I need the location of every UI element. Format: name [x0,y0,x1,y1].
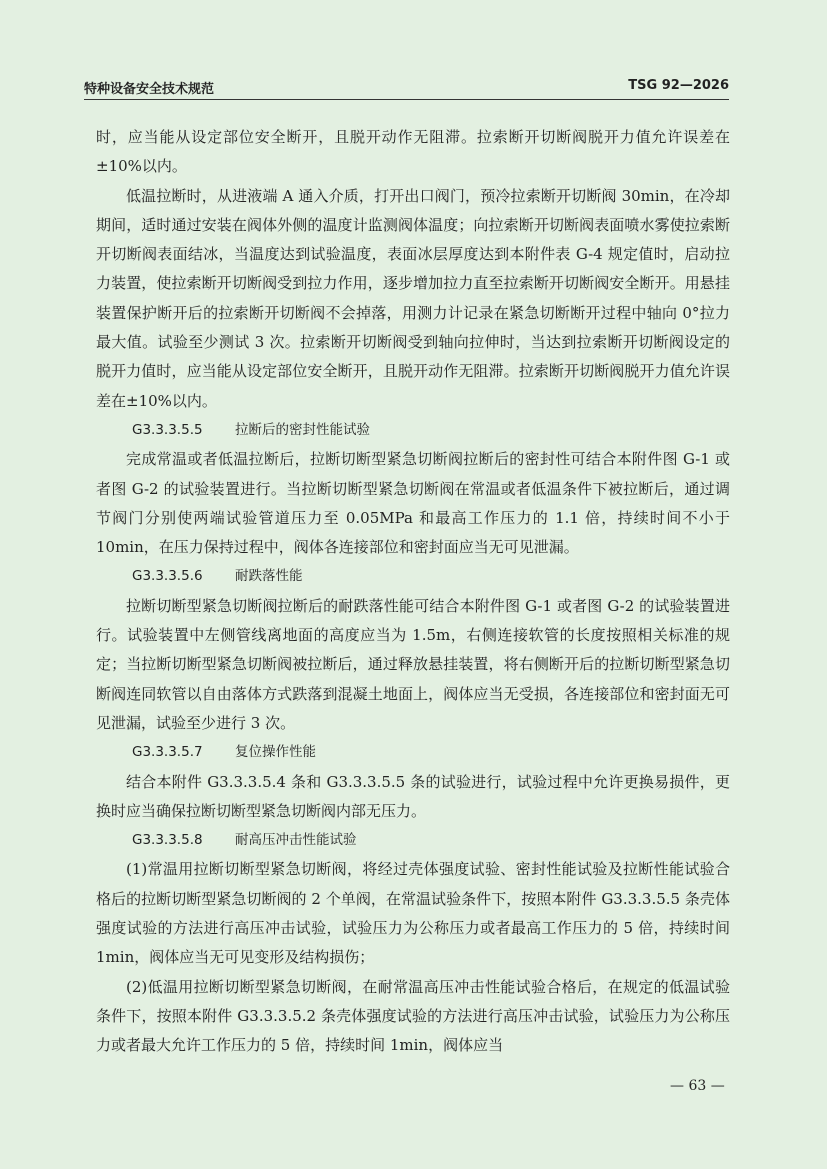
section-title: 复位操作性能 [235,744,316,761]
paragraph: (2)低温用拉断切断型紧急切断阀，在耐常温高压冲击性能试验合格后，在规定的低温试验条件下，按照本附件 G3.3.3.5.2 条壳体强度试验的方法进行高压冲击试验，试验压力为公称压力或者最大允许工作压力的 5 倍，持续时间 1min，阀体应当 [96,977,730,1055]
page-number: — 63 — [670,1078,725,1094]
paragraph: 完成常温或者低温拉断后，拉断切断型紧急切断阀拉断后的密封性可结合本附件图 G-1 或者图 G-2 的试验装置进行。当拉断切断型紧急切断阀在常温或者低温条件下被拉断后，通过调节阀门分别使两端试验管道压力至 0.05MPa 和最高工作压力的 1.1 倍，持续时间不小于 10min，在压力保持过程中，阀体各连接部位和密封面应当无可见泄漏。 [96,450,730,557]
section-title: 耐高压冲击性能试验 [235,832,357,849]
section-title: 拉断后的密封性能试验 [235,421,370,438]
section-heading [96,738,730,767]
header-code: TSG 92—2026 [628,78,729,93]
section-number: G3.3.3.5.8 [132,832,203,849]
paragraph: (1)常温用拉断切断型紧急切断阀，将经过壳体强度试验、密封性能试验及拉断性能试验合格后的拉断切断型紧急切断阀的 2 个单阀，在常温试验条件下，按照本附件 G3.3.3.5.5 条壳体强度试验的方法进行高压冲击试验，试验压力为公称压力或者最高工作压力的 5 倍，持续时间 1min，阀体应当无可见变形及结构损伤； [96,860,730,967]
section-number: G3.3.3.5.5 [132,421,203,438]
paragraph: 拉断切断型紧急切断阀拉断后的耐跌落性能可结合本附件图 G-1 或者图 G-2 的试验装置进行。试验装置中左侧管线离地面的高度应当为 1.5m，右侧连接软管的长度按照相关标准的规定；当拉断切断型紧急切断阀被拉断后，通过释放悬挂装置，将右侧断开后的拉断切断型紧急切断阀连同软管以自由落体方式跌落到混凝土地面上，阀体应当无受损，各连接部位和密封面无可见泄漏，试验至少进行 3 次。 [96,596,730,732]
header-title: 特种设备安全技术规范 [84,82,215,97]
section-number: G3.3.3.5.7 [132,744,203,761]
paragraph: 结合本附件 G3.3.3.5.4 条和 G3.3.3.5.5 条的试验进行，试验过程中允许更换易损件，更换时应当确保拉断切断型紧急切断阀内部无压力。 [96,772,730,820]
header-rule [84,99,729,100]
page-header [84,76,729,98]
paragraph: 时，应当能从设定部位安全断开，且脱开动作无阻滞。拉索断开切断阀脱开力值允许误差在±10%以内。 [96,128,730,176]
paragraph: 低温拉断时，从进液端 A 通入介质，打开出口阀门，预冷拉索断开切断阀 30min，在冷却期间，适时通过安装在阀体外侧的温度计监测阀体温度；向拉索断开切断阀表面喷水雾使拉索断开切断阀表面结冰，当温度达到试验温度，表面冰层厚度达到本附件表 G-4 规定值时，启动拉力装置，使拉索断开切断阀受到拉力作用，逐步增加拉力直至拉索断开切断阀安全断开。用悬挂装置保护断开后的拉索断开切断阀不会掉落，用测力计记录在紧急切断断开过程中轴向 0°拉力最大值。试验至少测试 3 次。拉索断开切断阀受到轴向拉伸时，当达到拉索断开切断阀设定的脱开力值时，应当能从设定部位安全断开，且脱开动作无阻滞。拉索断开切断阀脱开力值允许误差在±10%以内。 [96,186,730,410]
body-text [96,123,730,1061]
section-title: 耐跌落性能 [235,568,303,585]
section-heading [96,416,730,445]
section-heading [96,826,730,855]
section-heading [96,562,730,591]
section-number: G3.3.3.5.6 [132,568,203,585]
